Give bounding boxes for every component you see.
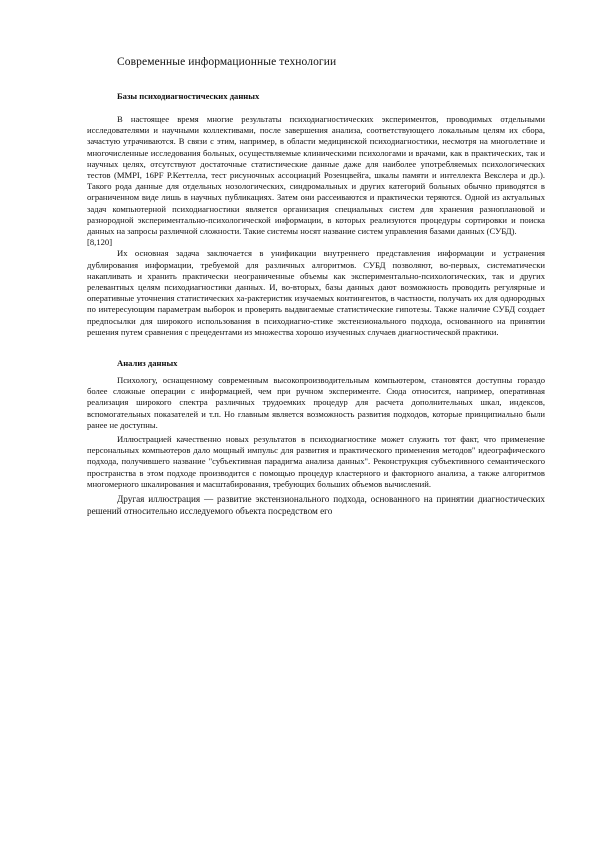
document-title: Современные информационные технологии [117,56,337,68]
section-heading-databases: Базы психодиагностических данных [117,91,260,101]
paragraph: Психологу, оснащенному современным высокопроизводительным компьютером, становятся доступны гораздо более сложные операции с информацией, чем при ручном эксперименте. Сюда относится, например, оперативная реализация широкого спектра различных трудоемких процедур для расчета дополнительных шкал, индексов, вспомогательных показателей и т.п. Но главным является возможность развития подходов, которые принципиально были ранее не доступны. [87,375,545,430]
citation: [8,120] [87,237,113,248]
paragraph: Иллюстрацией качественно новых результатов в психодиагностике может служить тот факт, что применение персональных компьютеров дало мощный импульс для развития и практического применения методов" идеографического подхода, получившего название "субъективная парадигма анализа данных". Реконструкция субъективного семантического пространства в этом подходе производится с помощью процедур кластерного и факторного анализа, а также алгоритмов многомерного шкалирования и масштабирования, требующих больших объемов вычислений. [87,434,545,489]
paragraph: В настоящее время многие результаты психодиагностических экспериментов, проводимых отдельными исследователями и научными коллективами, после завершения анализа, соответствующего локальным целям их сбора, зачастую утрачиваются. В связи с этим, например, в области медицинской психодиагностики, несмотря на многолетние и многочисленные исследования больных, осуществляемые клиническими психологами и врачами, как в практических, так и научных целях, отсутствуют достаточные статистические данные даже для наиболее употребляемых психологических тестов (MMPI, 16PF Р.Кеттелла, тест рисуночных ассоциаций Розенцвейга, шкалы памяти и интеллекта Векслера и др.). Такого рода данные для отдельных нозологических, синдромальных и других категорий больных обычно приводятся в ограниченном виде лишь в научных публикациях. Затем они рассеиваются и практически теряются. Одной из актуальных задач компьютерной психодиагностики является организация специальных систем для хранения разноплановой и разнородной экспериментально-психологической информации, в которых реализуются процедуры сортировки и поиска данных на запросы различной сложности. Такие системы носят название систем управления базами данных (СУБД). [87,114,545,237]
paragraph: Их основная задача заключается в унификации внутреннего представления информации и устранения дублирования информации, требуемой для различных алгоритмов. СУБД позволяют, во-первых, систематически накапливать и хранить практически неограниченные объемы как экспериментально-психологических, так и других релевантных целям психодиагностики данных. И, во-вторых, базы данных дают возможность проводить регулярные и оперативные уточнения статистических ха-рактеристик изучаемых контингентов, в частности, получать их для однородных по интересующим параметрам выборок и проверять выдвигаемые статистические гипотезы. Также наличие СУБД создает предпосылки для широкого использования в психодиагно-стике экстензионального подхода, основанного на принятии решения путем сравнения с прецедентами из множества хорошо изученных случаев диагностической практики. [87,248,545,337]
paragraph: Другая иллюстрация — развитие экстензионального подхода, основанного на принятии диагностических решений относительно исследуемого объекта посредством его [87,494,545,517]
document-content [87,56,545,517]
section-heading-data-analysis: Анализ данных [117,358,178,369]
